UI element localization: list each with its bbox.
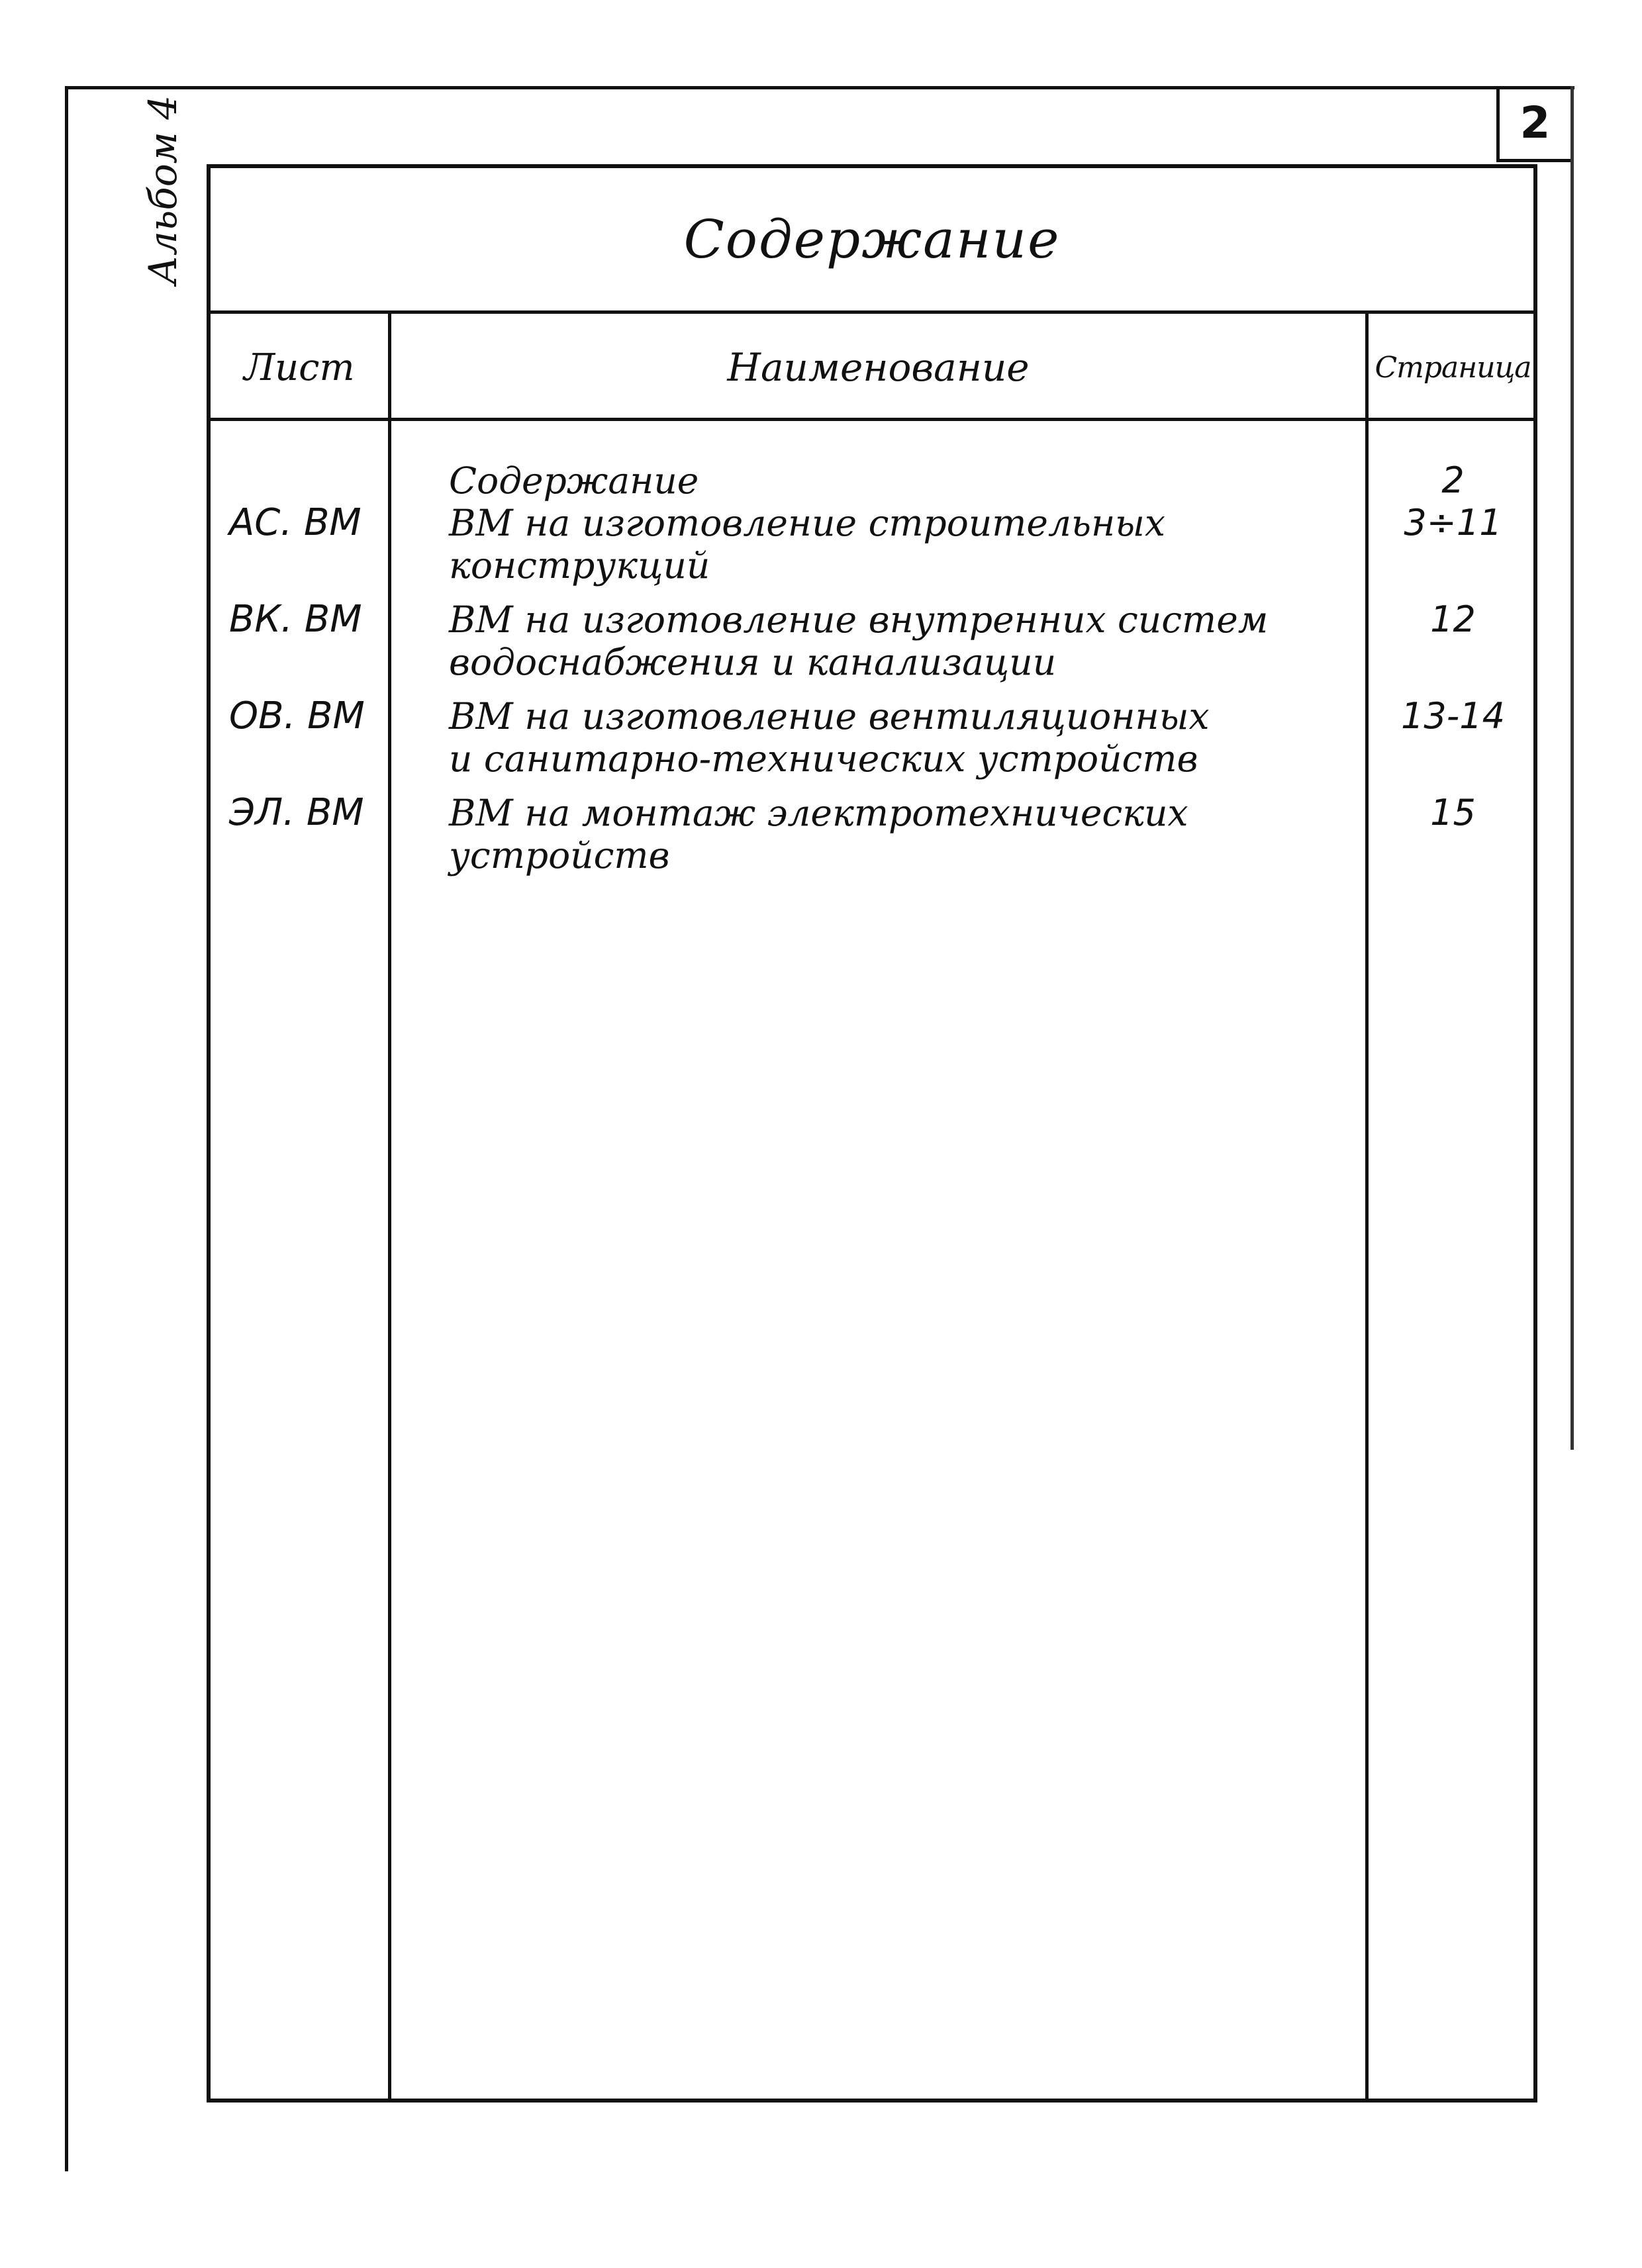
header-name: Наименование [727, 345, 1030, 390]
row-page: 13-14 [1401, 695, 1505, 737]
row-page: 15 [1430, 792, 1476, 833]
page-number: 2 [1520, 97, 1551, 148]
row-sheet: АС. ВМ [229, 501, 362, 544]
row-name [449, 459, 1363, 502]
row-name-line: ВМ на изготовление внутренних систем [449, 598, 1269, 641]
row-name-line: Содержание [449, 459, 699, 502]
album-label: Альбом 4 [140, 95, 185, 285]
header-row [211, 314, 1533, 421]
row-sheet: ЭЛ. ВМ [229, 791, 364, 834]
page-border-left [65, 86, 68, 2171]
row-name-line: конструкций [449, 544, 710, 587]
row-name [449, 792, 1363, 876]
row-page: 3÷11 [1404, 502, 1502, 543]
title-row [211, 168, 1533, 314]
column-divider [388, 314, 391, 2103]
row-name [449, 502, 1363, 587]
document-title: Содержание [683, 209, 1061, 270]
page-border-right [1570, 86, 1574, 1450]
row-sheet: ВК. ВМ [229, 598, 362, 641]
column-divider [1365, 314, 1369, 2103]
row-name-line: и санитарно-технических устройств [449, 737, 1198, 780]
header-sheet: Лист [244, 346, 355, 389]
row-name-line: ВМ на изготовление вентиляционных [449, 695, 1210, 737]
page-number-box [1496, 86, 1570, 162]
row-name-line: устройств [449, 834, 670, 876]
row-name [449, 695, 1363, 780]
row-name-line: ВМ на изготовление строительных [449, 502, 1165, 544]
row-name [449, 598, 1363, 683]
page-border-top [65, 86, 1574, 89]
row-page: 2 [1441, 459, 1465, 501]
header-page: Страница [1375, 350, 1531, 385]
row-name-line: водоснабжения и канализации [449, 641, 1057, 683]
row-name-line: ВМ на монтаж электротехнических [449, 792, 1188, 834]
row-sheet: ОВ. ВМ [229, 694, 365, 737]
row-page: 12 [1430, 598, 1476, 640]
contents-table [207, 164, 1537, 2103]
